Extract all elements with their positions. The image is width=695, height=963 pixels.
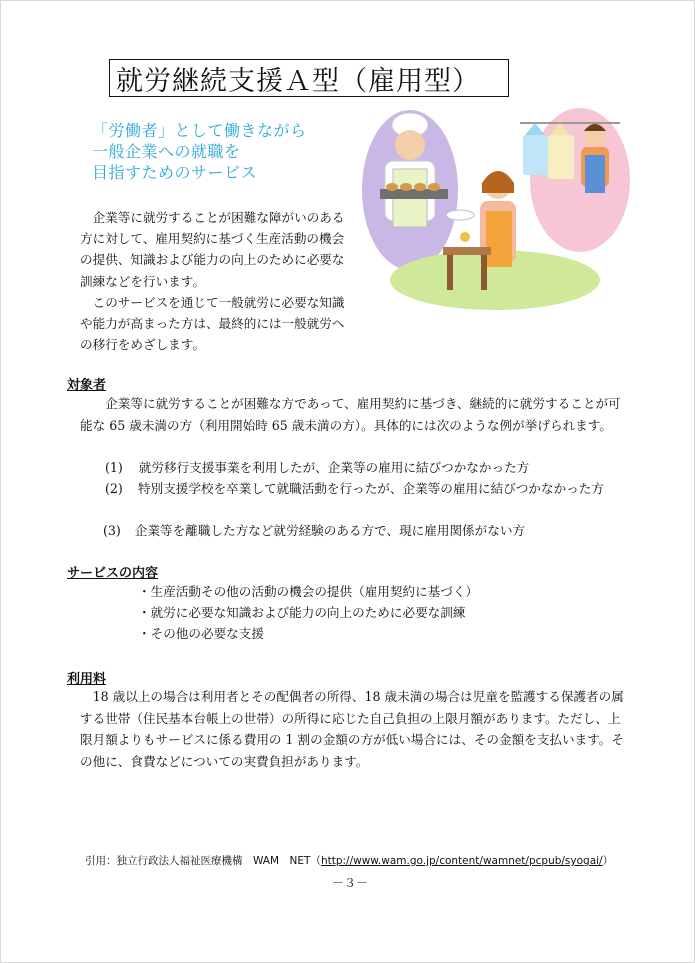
section-heading-fees: 利用料 bbox=[67, 672, 107, 687]
blob-pink bbox=[530, 108, 630, 252]
target-item-number: (3) bbox=[103, 523, 121, 538]
citation-prefix: 引用：独立行政法人福祉医療機構 WAM NET（ bbox=[85, 855, 321, 867]
citation bbox=[85, 853, 645, 868]
citation-link[interactable]: http://www.wam.go.jp/content/wamnet/pcpub/syogai/ bbox=[320, 855, 603, 867]
target-item-number: (1) bbox=[105, 460, 123, 475]
page-number: －３－ bbox=[331, 876, 368, 890]
service-tagline bbox=[92, 120, 332, 183]
target-item bbox=[105, 457, 529, 479]
tagline-line: 「労働者」として働きながら bbox=[92, 121, 307, 140]
target-item-text: 特別支援学校を卒業して就職活動を行ったが、企業等の雇用に結びつかなかった方 bbox=[138, 481, 604, 496]
service-item: ・就労に必要な知識および能力の向上のために必要な訓練 bbox=[138, 605, 466, 620]
page-title: 就労継続支援Ａ型（雇用型） bbox=[109, 59, 509, 97]
citation-suffix: ） bbox=[602, 855, 614, 867]
section-heading-target: 対象者 bbox=[67, 378, 107, 393]
tagline-line: 一般企業への就職を bbox=[92, 142, 241, 161]
target-item bbox=[103, 520, 525, 542]
target-item-text: 企業等を離職した方など就労経験のある方で、現に雇用関係がない方 bbox=[134, 523, 526, 538]
section-heading-services: サービスの内容 bbox=[67, 566, 159, 581]
target-item bbox=[105, 478, 630, 500]
service-item: ・生産活動その他の活動の機会の提供（雇用契約に基づく） bbox=[138, 584, 479, 599]
fees-description: 18 歳以上の場合は利用者とその配偶者の所得、18 歳未満の場合は児童を監護する保護者の属する世帯（住民基本台帳上の世帯）の所得に応じた自己負担の上限月額があります。ただし、上限月額よりもサービスに係る費用の 1 割の金額の方が低い場合には、その金額を支払います。その他に、食費などについての実費負担があります。 bbox=[80, 689, 624, 769]
intro-text bbox=[80, 207, 345, 355]
intro-paragraph: 企業等に就労することが困難な障がいのある方に対して、雇用契約に基づく生産活動の機会の提供、知識および能力の向上のために必要な訓練などを行います。 bbox=[80, 210, 345, 289]
service-item: ・その他の必要な支援 bbox=[138, 626, 264, 641]
target-description: 企業等に就労することが困難な方であって、雇用契約に基づき、継続的に就労することが可能な 65 歳未満の方（利用開始時 65 歳未満の方）。具体的には次のような例が挙げられます。 bbox=[80, 396, 621, 433]
workers-illustration bbox=[355, 105, 640, 310]
tagline-line: 目指すためのサービス bbox=[92, 163, 258, 182]
target-item-text: 就労移行支援事業を利用したが、企業等の雇用に結びつかなかった方 bbox=[138, 460, 530, 475]
target-item-number: (2) bbox=[105, 481, 123, 496]
intro-paragraph: このサービスを通じて一般就労に必要な知識や能力が高まった方は、最終的には一般就労への移行をめざします。 bbox=[80, 294, 345, 353]
